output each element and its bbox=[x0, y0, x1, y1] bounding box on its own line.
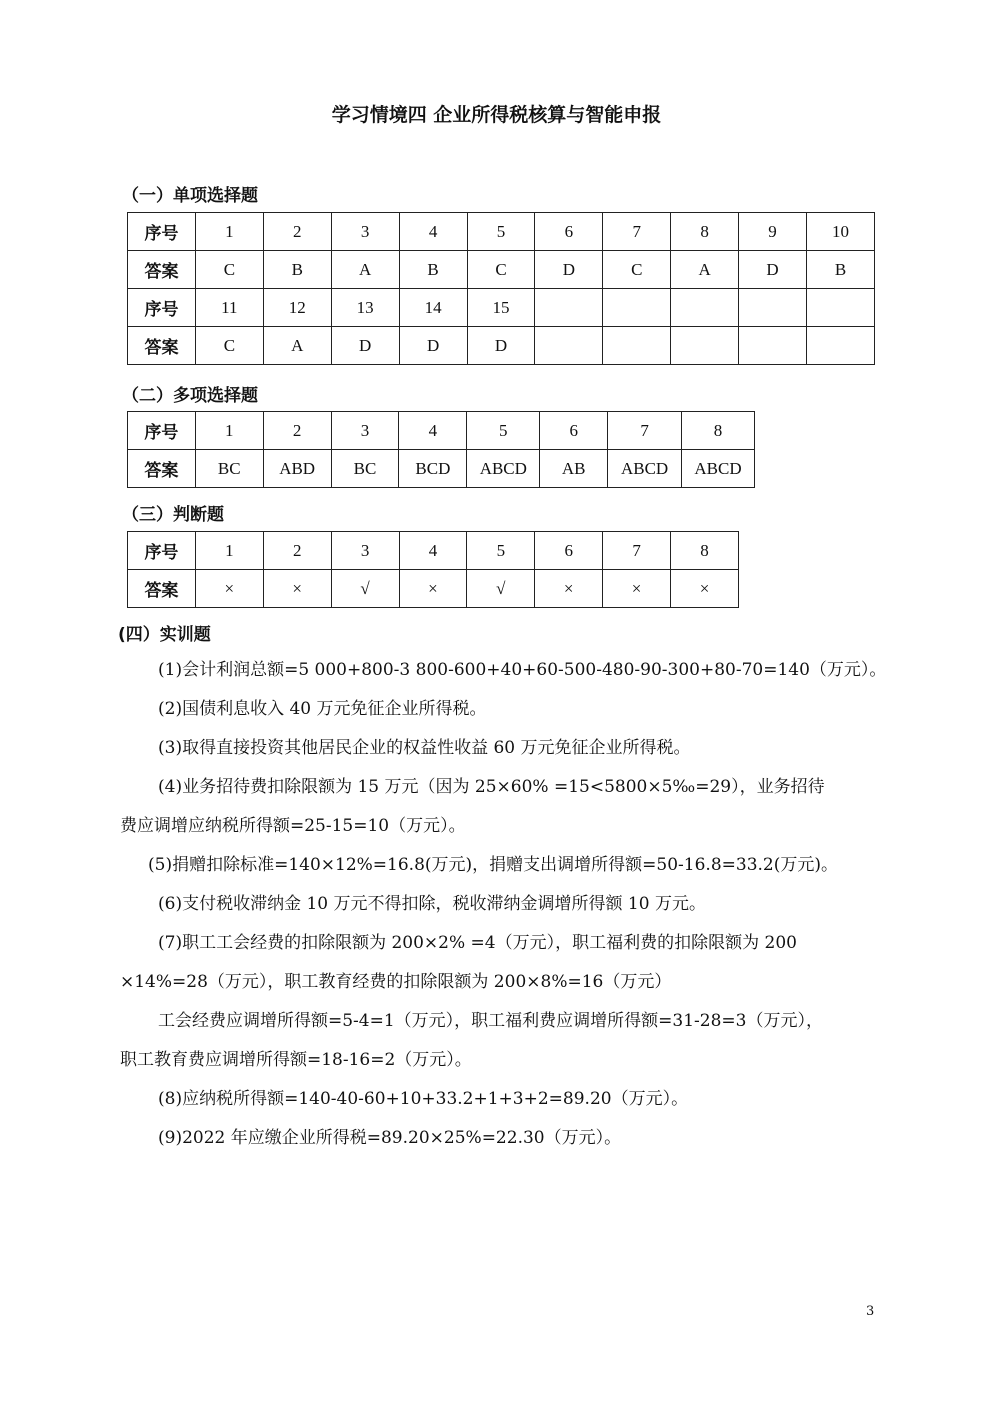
table-cell: ABCD bbox=[608, 450, 682, 488]
table-cell: 1 bbox=[195, 213, 263, 251]
table-cell bbox=[739, 289, 807, 327]
practical-item-1: (1)会计利润总额=5 000+800-3 800-600+40+60-500-480-90-300+80-70=140（万元）。 bbox=[158, 660, 887, 680]
table-cell: 4 bbox=[399, 412, 467, 450]
table-cell: 7 bbox=[608, 412, 682, 450]
practical-item-2: (2)国债利息收入 40 万元免征企业所得税。 bbox=[158, 699, 487, 719]
practical-item-9: (9)2022 年应缴企业所得税=89.20×25%=22.30（万元）。 bbox=[158, 1128, 622, 1148]
table-cell: 12 bbox=[263, 289, 331, 327]
table-cell: D bbox=[399, 327, 467, 365]
table-row bbox=[128, 570, 739, 608]
table-cell bbox=[671, 327, 739, 365]
table-cell: D bbox=[331, 327, 399, 365]
table-row bbox=[128, 450, 755, 488]
row-header-cell: 答案 bbox=[128, 251, 196, 289]
table-cell: 5 bbox=[467, 412, 540, 450]
table-cell: ABD bbox=[263, 450, 331, 488]
row-header-cell: 答案 bbox=[128, 327, 196, 365]
table-cell: D bbox=[467, 327, 535, 365]
table-row bbox=[128, 251, 875, 289]
table-cell: 3 bbox=[331, 532, 399, 570]
table-cell: 5 bbox=[467, 213, 535, 251]
page-title: 学习情境四 企业所得税核算与智能申报 bbox=[331, 104, 662, 126]
table-cell: B bbox=[263, 251, 331, 289]
table-cell: 3 bbox=[331, 412, 399, 450]
practical-item-7-line-1: (7)职工工会经费的扣除限额为 200×2% =4（万元），职工福利费的扣除限额为 200 bbox=[158, 933, 797, 953]
table-cell bbox=[603, 289, 671, 327]
table-cell: AB bbox=[540, 450, 608, 488]
table-cell: C bbox=[603, 251, 671, 289]
table-cell: B bbox=[807, 251, 875, 289]
table-cell: 2 bbox=[263, 213, 331, 251]
table-cell: 4 bbox=[399, 213, 467, 251]
table-cell: × bbox=[263, 570, 331, 608]
row-header-cell: 序号 bbox=[128, 532, 196, 570]
table-cell: C bbox=[195, 327, 263, 365]
table-cell: 6 bbox=[535, 532, 603, 570]
page-number: 3 bbox=[866, 1304, 875, 1319]
practical-item-6: (6)支付税收滞纳金 10 万元不得扣除，税收滞纳金调增所得额 10 万元。 bbox=[158, 894, 706, 914]
row-header-cell: 序号 bbox=[128, 412, 196, 450]
table-cell: B bbox=[399, 251, 467, 289]
table-cell: 1 bbox=[195, 412, 263, 450]
table-row bbox=[128, 327, 875, 365]
table-cell: × bbox=[195, 570, 263, 608]
table-row bbox=[128, 289, 875, 327]
table-cell bbox=[807, 327, 875, 365]
section-heading-true-false: （三）判断题 bbox=[122, 505, 224, 525]
table-cell: ABCD bbox=[467, 450, 540, 488]
table-cell: 8 bbox=[671, 213, 739, 251]
section-heading-practical: (四）实训题 bbox=[118, 625, 211, 645]
table-cell: 5 bbox=[467, 532, 535, 570]
practical-item-8: (8)应纳税所得额=140-40-60+10+33.2+1+3+2=89.20（万元）。 bbox=[158, 1089, 689, 1109]
table-cell: C bbox=[195, 251, 263, 289]
table-cell: BC bbox=[331, 450, 399, 488]
table-cell: ABCD bbox=[682, 450, 755, 488]
table-cell bbox=[603, 327, 671, 365]
table-cell: 7 bbox=[603, 213, 671, 251]
row-header-cell: 答案 bbox=[128, 570, 196, 608]
table-cell: 10 bbox=[807, 213, 875, 251]
table-cell: C bbox=[467, 251, 535, 289]
table-cell: A bbox=[263, 327, 331, 365]
practical-item-7-line-3: 工会经费应调增所得额=5-4=1（万元），职工福利费应调增所得额=31-28=3（万元）， bbox=[158, 1011, 823, 1031]
table-cell: × bbox=[535, 570, 603, 608]
table-cell: 3 bbox=[331, 213, 399, 251]
table-cell: 2 bbox=[263, 412, 331, 450]
table-cell: 6 bbox=[540, 412, 608, 450]
table-cell: × bbox=[399, 570, 467, 608]
table-cell: 6 bbox=[535, 213, 603, 251]
table-cell: D bbox=[739, 251, 807, 289]
table-cell: 13 bbox=[331, 289, 399, 327]
table-cell: BCD bbox=[399, 450, 467, 488]
table-cell bbox=[739, 327, 807, 365]
table-cell: × bbox=[603, 570, 671, 608]
table-cell: 7 bbox=[603, 532, 671, 570]
table-row bbox=[128, 213, 875, 251]
table-cell: A bbox=[671, 251, 739, 289]
table-cell: × bbox=[671, 570, 739, 608]
practical-item-5: (5)捐赠扣除标准=140×12%=16.8(万元)，捐赠支出调增所得额=50-16.8=33.2(万元)。 bbox=[148, 855, 838, 875]
table-cell: 8 bbox=[682, 412, 755, 450]
table-cell: √ bbox=[467, 570, 535, 608]
multiple-choice-answer-table bbox=[127, 411, 755, 488]
table-cell bbox=[671, 289, 739, 327]
practical-item-4-line-1: (4)业务招待费扣除限额为 15 万元（因为 25×60% =15<5800×5‰=29），业务招待 bbox=[158, 777, 825, 797]
practical-item-3: (3)取得直接投资其他居民企业的权益性收益 60 万元免征企业所得税。 bbox=[158, 738, 691, 758]
row-header-cell: 序号 bbox=[128, 213, 196, 251]
section-heading-multiple-choice: （二）多项选择题 bbox=[122, 386, 258, 406]
table-cell: BC bbox=[195, 450, 263, 488]
table-cell: 8 bbox=[671, 532, 739, 570]
practical-item-7-line-2: ×14%=28（万元），职工教育经费的扣除限额为 200×8%=16（万元） bbox=[120, 972, 672, 992]
table-cell: 15 bbox=[467, 289, 535, 327]
true-false-answer-table bbox=[127, 531, 739, 608]
table-cell bbox=[535, 289, 603, 327]
table-row bbox=[128, 412, 755, 450]
practical-item-4-line-2: 费应调增应纳税所得额=25-15=10（万元）。 bbox=[120, 816, 466, 836]
table-cell: 14 bbox=[399, 289, 467, 327]
table-cell bbox=[807, 289, 875, 327]
row-header-cell: 答案 bbox=[128, 450, 196, 488]
section-heading-single-choice: （一）单项选择题 bbox=[122, 186, 258, 206]
table-cell: D bbox=[535, 251, 603, 289]
table-cell: 1 bbox=[195, 532, 263, 570]
row-header-cell: 序号 bbox=[128, 289, 196, 327]
table-cell: √ bbox=[331, 570, 399, 608]
table-cell bbox=[535, 327, 603, 365]
table-cell: A bbox=[331, 251, 399, 289]
table-row bbox=[128, 532, 739, 570]
table-cell: 4 bbox=[399, 532, 467, 570]
table-cell: 2 bbox=[263, 532, 331, 570]
table-cell: 9 bbox=[739, 213, 807, 251]
single-choice-answer-table bbox=[127, 212, 875, 365]
table-cell: 11 bbox=[195, 289, 263, 327]
practical-item-7-line-4: 职工教育费应调增所得额=18-16=2（万元）。 bbox=[120, 1050, 472, 1070]
